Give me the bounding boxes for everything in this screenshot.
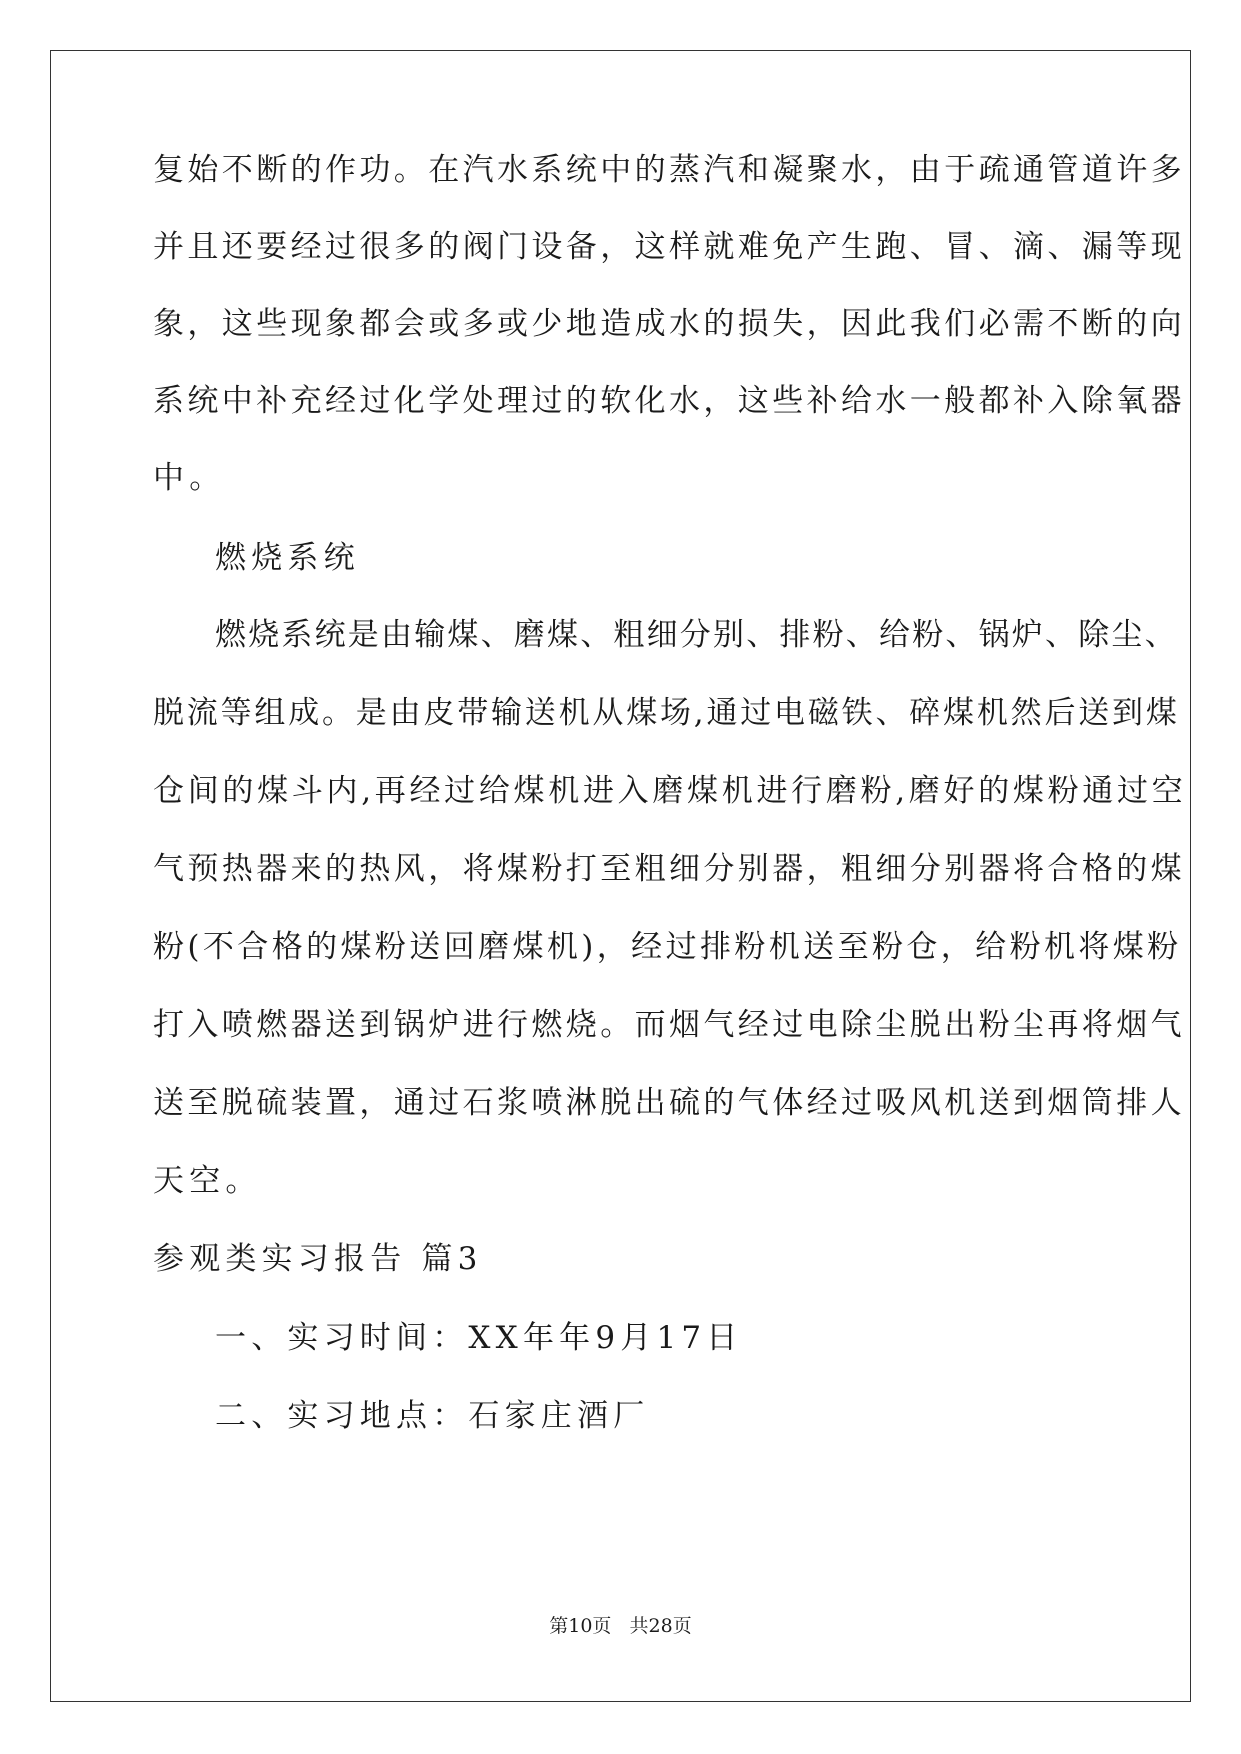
text-line: 粉(不合格的煤粉送回磨煤机)，经过排粉机送至粉仓，给粉机将煤粉 — [153, 929, 1182, 965]
text-line: 脱流等组成。是由皮带输送机从煤场,通过电磁铁、碎煤机然后送到煤 — [153, 695, 1180, 731]
text-line: 并且还要经过很多的阀门设备，这样就难免产生跑、冒、滴、漏等现 — [153, 229, 1185, 265]
text-line: 二、实习地点：石家庄酒厂 — [215, 1398, 650, 1434]
section-title: 参观类实习报告 篇3 — [153, 1241, 483, 1277]
text-line: 复始不断的作功。在汽水系统中的蒸汽和凝聚水，由于疏通管道许多 — [153, 152, 1185, 188]
page-footer: 第10页 共28页 — [549, 1615, 692, 1637]
text-line: 送至脱硫装置，通过石浆喷淋脱出硫的气体经过吸风机送到烟筒排人 — [153, 1085, 1185, 1121]
section-heading: 燃烧系统 — [215, 540, 360, 576]
text-line: 打入喷燃器送到锅炉进行燃烧。而烟气经过电除尘脱出粉尘再将烟气 — [153, 1007, 1185, 1043]
text-line: 仓间的煤斗内,再经过给煤机进入磨煤机进行磨粉,磨好的煤粉通过空 — [153, 773, 1187, 809]
text-line: 天空。 — [153, 1163, 262, 1199]
text-line: 燃烧系统是由输煤、磨煤、粗细分别、排粉、给粉、锅炉、除尘、 — [215, 617, 1178, 653]
text-line: 象，这些现象都会或多或少地造成水的损失，因此我们必需不断的向 — [153, 306, 1185, 342]
text-line: 气预热器来的热风，将煤粉打至粗细分别器，粗细分别器将合格的煤 — [153, 851, 1185, 887]
text-line: 系统中补充经过化学处理过的软化水，这些补给水一般都补入除氧器 — [153, 383, 1185, 419]
text-line: 中。 — [153, 460, 226, 496]
text-line: 一、实习时间：XX年年9月17日 — [215, 1320, 743, 1356]
